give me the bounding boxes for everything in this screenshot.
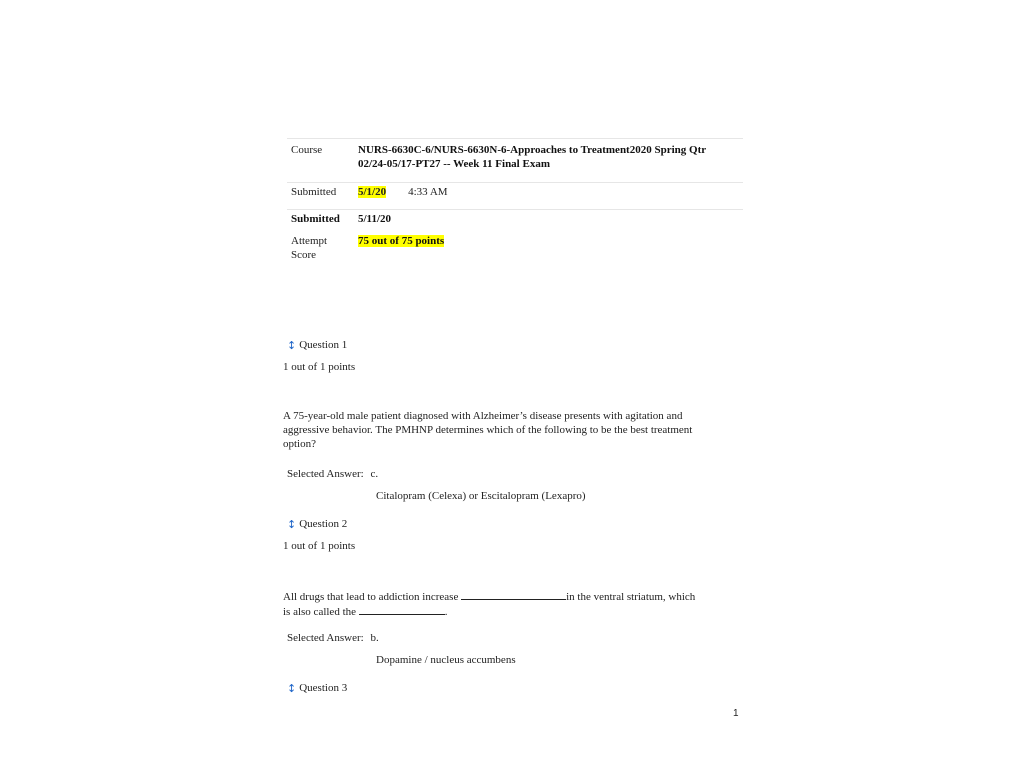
submitted-row [287,183,743,209]
question-2-header[interactable] [287,517,347,531]
score-label-line2: Score [291,249,317,261]
course-value-line2: 02/24-05/17-PT27 -- Week 11 Final Exam [358,158,550,170]
question-1-text-line3: option? [283,438,316,450]
question-1-selected-label [287,467,378,481]
submitted-date: 5/1/20 [358,186,387,198]
score-label-line1: Attempt [291,235,328,247]
score-value-text: 75 out of 75 points [358,235,445,247]
course-row [287,139,743,182]
question-1-points: 1 out of 1 points [283,361,356,373]
attempt-info-table [287,138,743,262]
up-down-arrow-icon[interactable]: ↕ [287,338,297,352]
selected-answer-label: Selected Answer: [287,468,364,480]
course-label: Course [291,144,323,156]
question-2-text-part: is also called the [283,606,359,618]
question-2-text-line1 [283,589,723,604]
question-2-text-line2 [283,604,723,619]
page-number: 1 [733,708,739,719]
answer-blank [359,604,445,615]
course-value [358,143,743,171]
question-2-text-part: All drugs that lead to addiction increase [283,591,462,603]
question-1-text [283,409,723,451]
question-1-header[interactable] [287,338,347,352]
submitted2-row [287,210,743,226]
question-2-title: Question 2 [299,518,348,530]
question-2-selected-label [287,631,379,645]
question-1-text-line1: A 75-year-old male patient diagnosed with Alzheimer’s disease presents with agitation and [283,410,683,422]
question-2-text-part: . [444,606,448,618]
question-2-points: 1 out of 1 points [283,540,356,552]
submitted2-label: Submitted [291,213,340,225]
score-value [358,234,743,262]
selected-answer-letter: b. [370,632,379,644]
submitted-label: Submitted [291,186,337,198]
answer-blank [461,589,566,600]
submitted2-value: 5/11/20 [358,213,392,225]
question-2-text [283,589,723,619]
selected-answer-letter: c. [370,468,379,480]
question-2-selected-answer: Dopamine / nucleus accumbens [376,654,516,666]
up-down-arrow-icon[interactable]: ↕ [287,681,297,695]
score-label [287,234,358,262]
course-value-line1: NURS-6630C-6/NURS-6630N-6-Approaches to Treatment2020 Spring Qtr [358,144,707,156]
question-3-header[interactable] [287,681,347,695]
up-down-arrow-icon[interactable]: ↕ [287,517,297,531]
question-1-title: Question 1 [299,339,348,351]
score-row [287,226,743,262]
question-1-text-line2: aggressive behavior. The PMHNP determines which of the following to be the best treatment [283,424,693,436]
question-3-title: Question 3 [299,682,348,694]
selected-answer-label: Selected Answer: [287,632,364,644]
question-1-selected-answer: Citalopram (Celexa) or Escitalopram (Lexapro) [376,490,586,502]
submitted-time: 4:33 AM [408,186,448,198]
submitted-value [358,185,743,199]
question-2-text-part: in the ventral striatum, which [566,591,696,603]
